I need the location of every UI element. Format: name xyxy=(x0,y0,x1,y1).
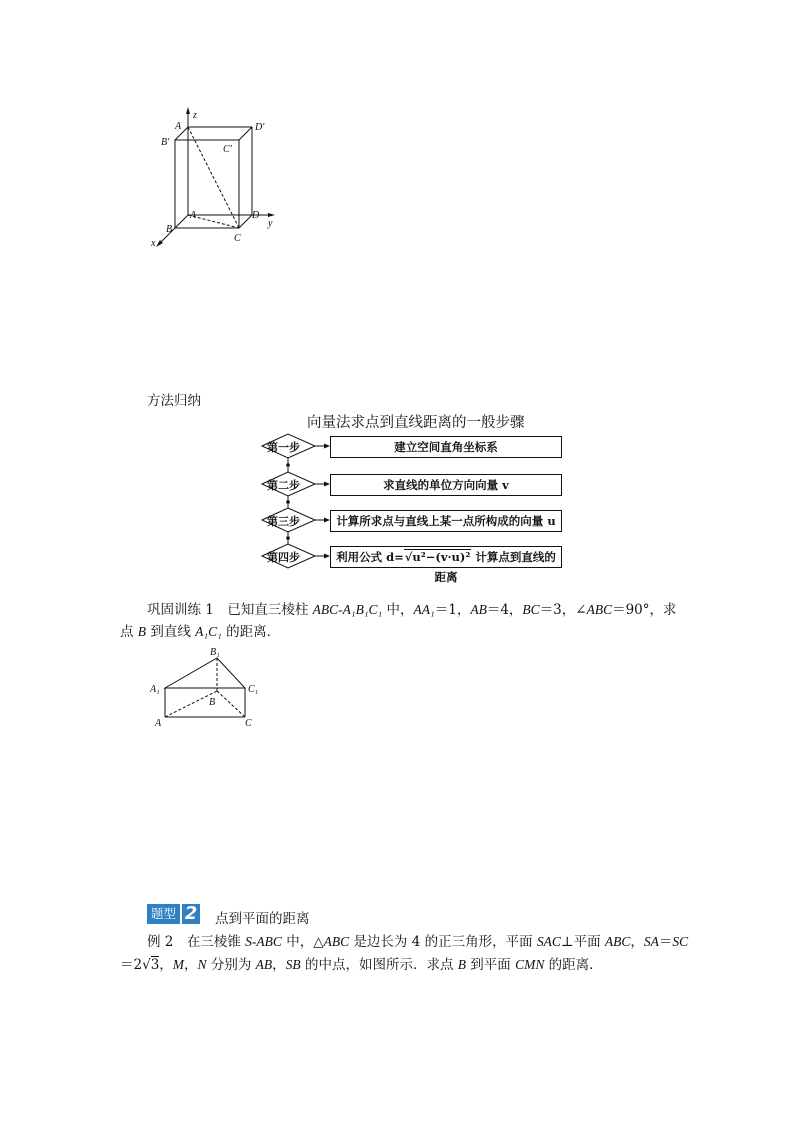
step3-label: 第三步 xyxy=(267,515,300,528)
step2-text: 求直线的单位方向向量 v xyxy=(383,478,509,492)
eg-plane: ABC xyxy=(604,934,631,949)
ex-text: ＝3，∠ xyxy=(539,602,587,618)
section-title: 点到平面的距离 xyxy=(215,911,310,927)
label-B-prime: B′ xyxy=(161,137,170,148)
label-z-axis: z xyxy=(193,110,197,121)
ex-line: A₁C₁ xyxy=(195,624,222,639)
eg-pyramid: S-ABC xyxy=(245,934,282,949)
step3-box xyxy=(330,510,562,532)
eg-text: 例 2 在三棱锥 xyxy=(147,934,246,950)
step1-label: 第一步 xyxy=(267,441,300,454)
label-B: B xyxy=(209,697,216,708)
eg-plane: SAC xyxy=(536,934,561,949)
label-C: C xyxy=(234,233,241,244)
label-D: D xyxy=(252,210,260,221)
eg-text: 到平面 xyxy=(466,957,516,973)
eg-point: M xyxy=(172,957,185,972)
figure-triangular-prism xyxy=(148,645,268,735)
label-C1: C₁ xyxy=(248,684,259,695)
ex-text: 中， xyxy=(382,602,414,618)
exercise-line-2 xyxy=(120,620,280,640)
ex-point: B xyxy=(137,624,147,639)
ex-prism: ABC-A₁B₁C₁ xyxy=(312,602,383,617)
eg-text: ， xyxy=(272,957,286,973)
example-line-2 xyxy=(120,953,603,973)
step3-text: 计算所求点与直线上某一点所构成的向量 u xyxy=(336,514,556,528)
eg-point: N xyxy=(197,957,207,972)
eg-text: ， xyxy=(159,957,173,973)
label-A1: A₁ xyxy=(150,684,160,695)
eg-text: ， xyxy=(184,957,198,973)
label-B1: B₁ xyxy=(210,647,220,658)
step4-text-prefix: 利用公式 d= xyxy=(336,550,404,564)
method-heading: 方法归纳 xyxy=(147,393,201,409)
label-x-axis: x xyxy=(151,238,156,249)
eg-sqrt-value: 3 xyxy=(150,957,160,973)
step1-text: 建立空间直角坐标系 xyxy=(394,440,498,454)
ex-text: 到直线 xyxy=(146,624,196,640)
eg-text: ＝2 xyxy=(120,957,143,973)
eg-text: 分别为 xyxy=(206,957,256,973)
ex-seg: BC xyxy=(522,602,540,617)
eg-seg: AB xyxy=(255,957,273,972)
ex-text: ＝90°，求 xyxy=(612,602,677,618)
step2-box xyxy=(330,474,562,496)
exercise-line-1 xyxy=(147,598,677,618)
eg-text: ＝ xyxy=(658,934,673,950)
ex-text: ＝1， xyxy=(434,602,471,618)
section-badge xyxy=(147,904,200,924)
eg-seg: SB xyxy=(285,957,301,972)
eg-seg: SA xyxy=(643,934,659,949)
step4-label: 第四步 xyxy=(267,551,300,564)
ex-text: 点 xyxy=(120,624,138,640)
ex-seg: AB xyxy=(470,602,487,617)
ex-seg: AA₁ xyxy=(413,602,435,617)
label-C-prime: C′ xyxy=(223,144,232,155)
step2-label: 第二步 xyxy=(267,479,300,492)
flow-title: 向量法求点到直线距离的一般步骤 xyxy=(307,415,525,431)
figure-box-coordinates xyxy=(145,105,285,250)
eg-text: 中，△ xyxy=(281,934,324,950)
label-A-top: A xyxy=(175,121,182,132)
label-y-axis: y xyxy=(268,218,273,229)
eg-triangle: ABC xyxy=(323,934,350,949)
step1-box xyxy=(330,436,562,458)
label-C: C xyxy=(245,718,252,729)
step4-sqrt: √u²−(v·u)² xyxy=(404,550,471,564)
eg-text: ⊥平面 xyxy=(560,934,605,950)
badge-word: 题型 xyxy=(147,904,180,924)
ex-text: 巩固训练 1 已知直三棱柱 xyxy=(147,602,313,618)
step4-text-suffix: 计算点到直线的距离 xyxy=(434,550,556,584)
label-A: A xyxy=(190,210,197,221)
eg-text: 的中点，如图所示．求点 xyxy=(300,957,458,973)
eg-text: 的距离． xyxy=(544,957,603,973)
eg-sqrt: √3 xyxy=(142,957,160,973)
eg-text: ， xyxy=(630,934,644,950)
ex-text: ＝4， xyxy=(486,602,523,618)
eg-seg: SC xyxy=(672,934,689,949)
eg-plane: CMN xyxy=(515,957,545,972)
badge-number: 2 xyxy=(180,904,200,924)
eg-point: B xyxy=(457,957,466,972)
step4-formula: u²−(v·u)² xyxy=(412,550,471,564)
label-D-prime: D′ xyxy=(255,122,265,133)
example-line-1 xyxy=(147,930,688,950)
ex-angle: ABC xyxy=(586,602,613,617)
ex-text: 的距离． xyxy=(221,624,281,640)
step4-box xyxy=(330,546,562,584)
label-B: B xyxy=(166,224,173,235)
label-A: A xyxy=(155,718,162,729)
eg-text: 是边长为 4 的正三角形，平面 xyxy=(349,934,537,950)
